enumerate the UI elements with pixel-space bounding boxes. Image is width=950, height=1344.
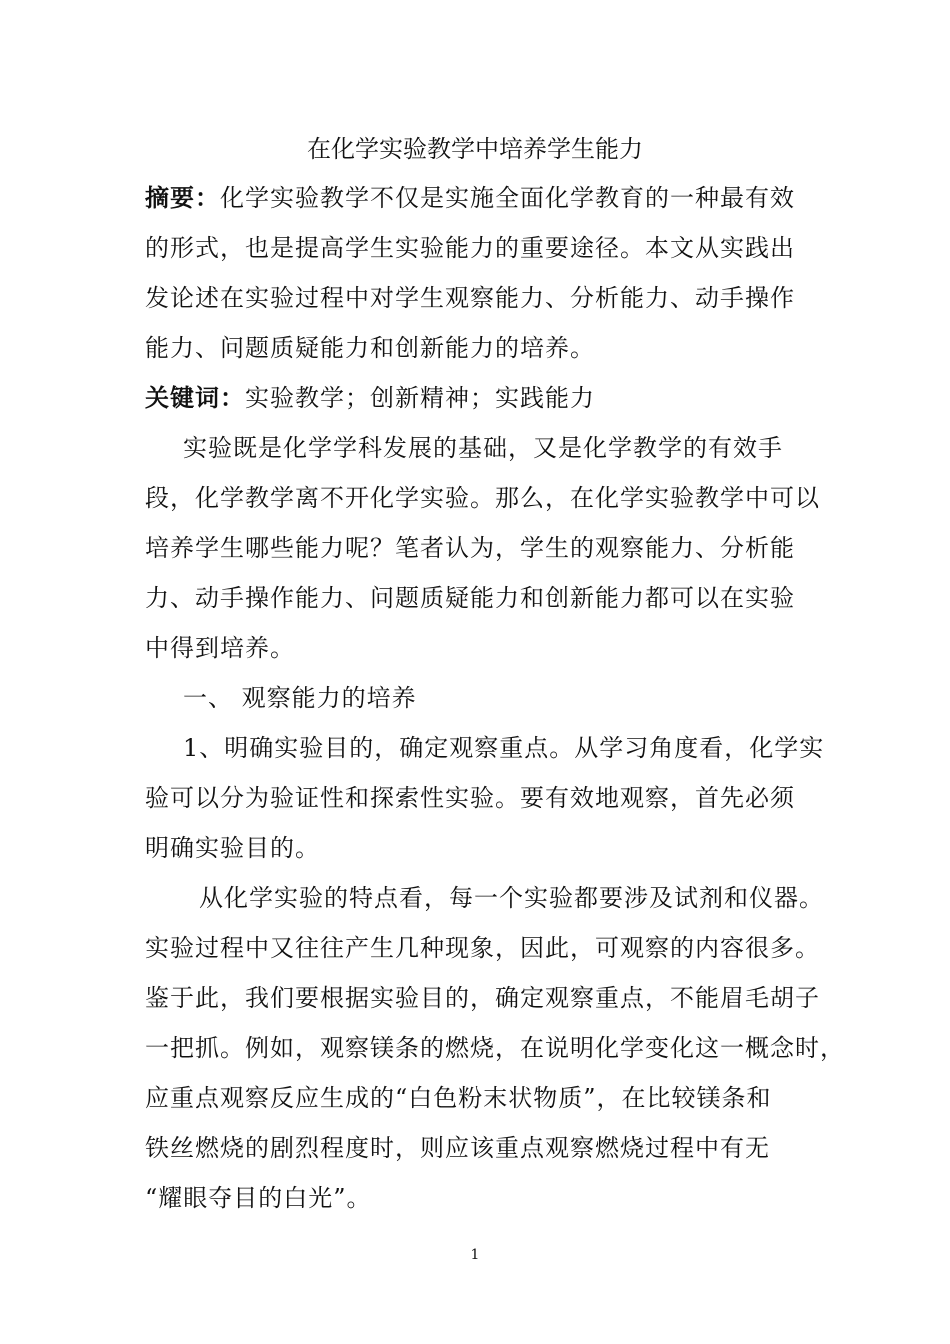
paragraph-line: 1、明确实验目的，确定观察重点。从学习角度看，化学实 [183, 734, 825, 762]
paragraph-line: 力、动手操作能力、问题质疑能力和创新能力都可以在实验 [145, 584, 795, 612]
section-heading: 一、 观察能力的培养 [183, 684, 417, 712]
abstract-block [145, 173, 815, 423]
paragraph-line: 实验既是化学学科发展的基础，又是化学教学的有效手 [183, 434, 783, 462]
abstract-line: 发论述在实验过程中对学生观察能力、分析能力、动手操作 [145, 284, 795, 312]
abstract-line: 的形式，也是提高学生实验能力的重要途径。本文从实践出 [145, 234, 795, 262]
paragraph-line: 鉴于此，我们要根据实验目的，确定观察重点，不能眉毛胡子 [145, 984, 820, 1012]
paragraph-line: 应重点观察反应生成的“白色粉末状物质”，在比较镁条和 [145, 1084, 772, 1112]
paragraph-line: 从化学实验的特点看，每一个实验都要涉及试剂和仪器。 [199, 884, 824, 912]
section-heading-block [145, 673, 815, 723]
point1-paragraph [145, 723, 825, 873]
document-title: 在化学实验教学中培养学生能力 [307, 135, 643, 163]
paragraph-line: 一把抓。例如，观察镁条的燃烧，在说明化学变化这一概念时， [145, 1034, 845, 1062]
paragraph-line: 培养学生哪些能力呢？笔者认为，学生的观察能力、分析能 [145, 534, 795, 562]
abstract-line: 能力、问题质疑能力和创新能力的培养。 [145, 334, 595, 362]
keywords-text: 实验教学；创新精神；实践能力 [245, 384, 595, 412]
paragraph-line: 中得到培养。 [145, 634, 295, 662]
paragraph-line: “耀眼夺目的白光”。 [145, 1184, 372, 1212]
page-number: 1 [470, 1247, 480, 1263]
paragraph-line: 铁丝燃烧的剧烈程度时，则应该重点观察燃烧过程中有无 [145, 1134, 770, 1162]
abstract-line [145, 173, 815, 223]
keywords-label: 关键词： [145, 384, 245, 412]
paragraph-line: 验可以分为验证性和探索性实验。要有效地观察，首先必须 [145, 784, 795, 812]
abstract-label: 摘要： [145, 184, 220, 212]
abstract-text: 化学实验教学不仅是实施全面化学教育的一种最有效 [220, 184, 795, 212]
body-paragraph [145, 873, 845, 1223]
keywords-line [145, 373, 815, 423]
paragraph-line: 明确实验目的。 [145, 834, 320, 862]
paragraph-line: 段，化学教学离不开化学实验。那么，在化学实验教学中可以 [145, 484, 820, 512]
paragraph-line: 实验过程中又往往产生几种现象，因此，可观察的内容很多。 [145, 934, 820, 962]
intro-paragraph [145, 423, 820, 673]
